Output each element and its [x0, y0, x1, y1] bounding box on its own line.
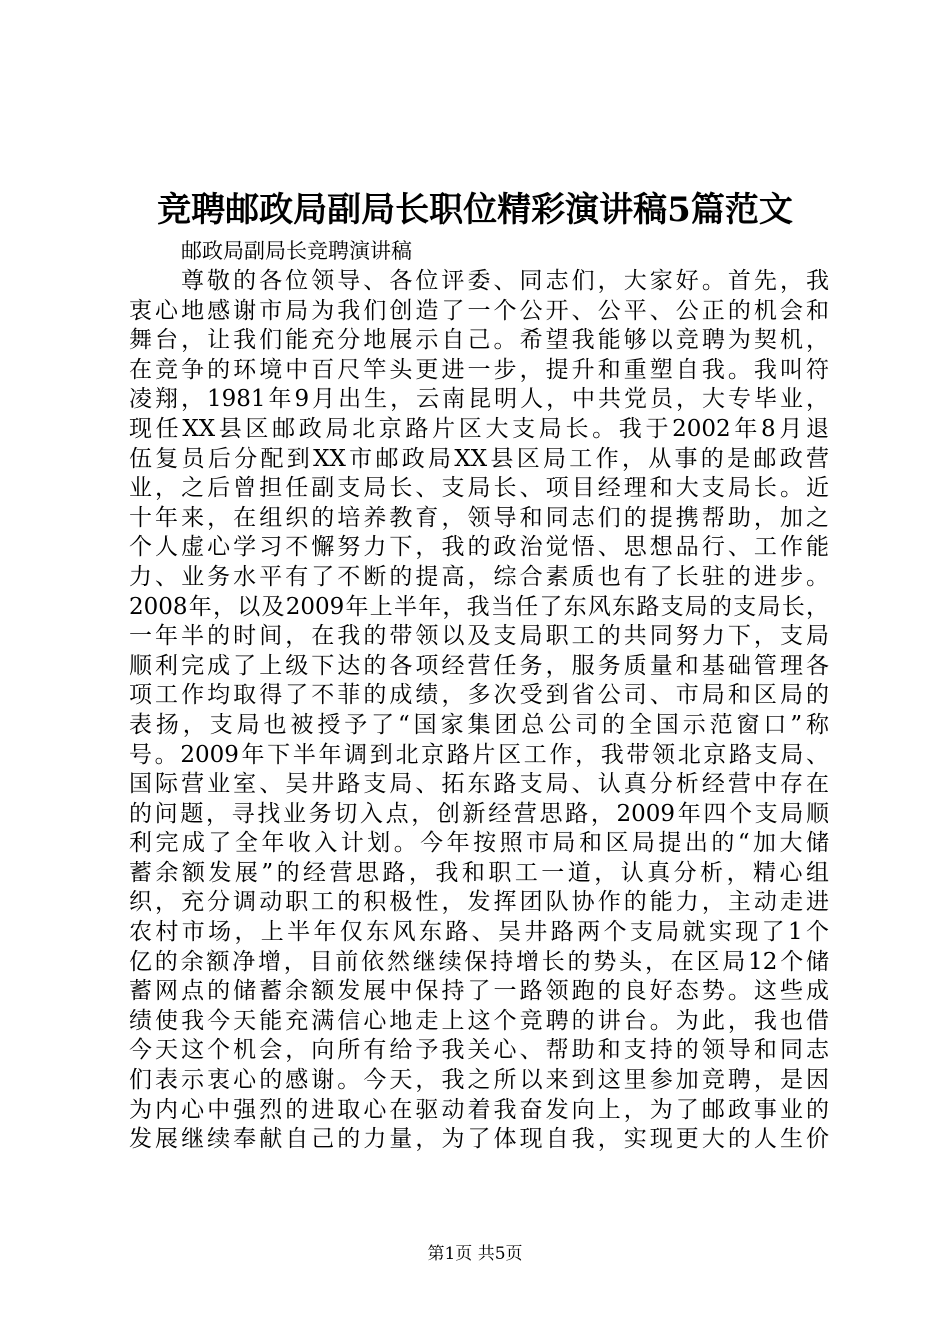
document-subtitle: 邮政局副局长竞聘演讲稿	[181, 239, 412, 263]
body-line: 力、业务水平有了不断的提高，综合素质也有了长驻的进步。	[129, 563, 829, 590]
body-line: 2008年，以及2009年上半年，我当任了东风东路支局的支局长，	[129, 593, 829, 620]
document-title: 竞聘邮政局副局长职位精彩演讲稿5篇范文	[157, 190, 793, 230]
body-line: 凌翔，1981年9月出生，云南昆明人，中共党员，大专毕业，	[129, 386, 829, 413]
body-line: 尊敬的各位领导、各位评委、同志们，大家好。首先，我	[181, 268, 829, 294]
body-line: 为内心中强烈的进取心在驱动着我奋发向上，为了邮政事业的	[129, 1096, 829, 1123]
body-line: 在竞争的环境中百尺竿头更进一步，提升和重塑自我。我叫符	[129, 356, 829, 383]
body-line: 一年半的时间，在我的带领以及支局职工的共同努力下，支局	[129, 623, 829, 650]
body-line: 顺利完成了上级下达的各项经营任务，服务质量和基础管理各	[129, 652, 829, 679]
body-line: 蓄网点的储蓄余额发展中保持了一路领跑的良好态势。这些成	[129, 978, 829, 1005]
body-line: 舞台，让我们能充分地展示自己。希望我能够以竞聘为契机，	[129, 327, 829, 354]
body-line: 号。2009年下半年调到北京路片区工作，我带领北京路支局、	[129, 741, 829, 768]
body-line: 伍复员后分配到XX市邮政局XX县区局工作，从事的是邮政营	[129, 445, 829, 472]
body-line: 蓄余额发展”的经营思路，我和职工一道，认真分析，精心组	[129, 859, 829, 886]
page-footer: 第1页 共5页	[427, 1244, 523, 1264]
body-line: 利完成了全年收入计划。今年按照市局和区局提出的“加大储	[129, 830, 829, 857]
body-line: 国际营业室、吴井路支局、拓东路支局、认真分析经营中存在	[129, 771, 829, 798]
body-line: 绩使我今天能充满信心地走上这个竞聘的讲台。为此，我也借	[129, 1007, 829, 1034]
body-line: 个人虚心学习不懈努力下，我的政治觉悟、思想品行、工作能	[129, 534, 829, 561]
body-line: 十年来，在组织的培养教育，领导和同志们的提携帮助，加之	[129, 504, 829, 531]
body-line: 发展继续奉献自己的力量，为了体现自我，实现更大的人生价	[129, 1126, 829, 1153]
body-line: 衷心地感谢市局为我们创造了一个公开、公平、公正的机会和	[129, 297, 829, 324]
body-line: 亿的余额净增，目前依然继续保持增长的势头，在区局12个储	[129, 948, 829, 975]
body-text	[129, 267, 829, 1155]
body-line: 织，充分调动职工的积极性，发挥团队协作的能力，主动走进	[129, 889, 829, 916]
body-line: 现任XX县区邮政局北京路片区大支局长。我于2002年8月退	[129, 415, 829, 442]
body-line: 们表示衷心的感谢。今天，我之所以来到这里参加竞聘，是因	[129, 1067, 829, 1094]
body-line: 表扬，支局也被授予了“国家集团总公司的全国示范窗口”称	[129, 711, 829, 738]
body-line: 的问题，寻找业务切入点，创新经营思路，2009年四个支局顺	[129, 800, 829, 827]
body-line: 今天这个机会，向所有给予我关心、帮助和支持的领导和同志	[129, 1037, 829, 1064]
body-line: 农村市场，上半年仅东风东路、吴井路两个支局就实现了1个	[129, 919, 829, 946]
body-line: 业，之后曾担任副支局长、支局长、项目经理和大支局长。近	[129, 475, 829, 502]
body-line: 项工作均取得了不菲的成绩，多次受到省公司、市局和区局的	[129, 682, 829, 709]
